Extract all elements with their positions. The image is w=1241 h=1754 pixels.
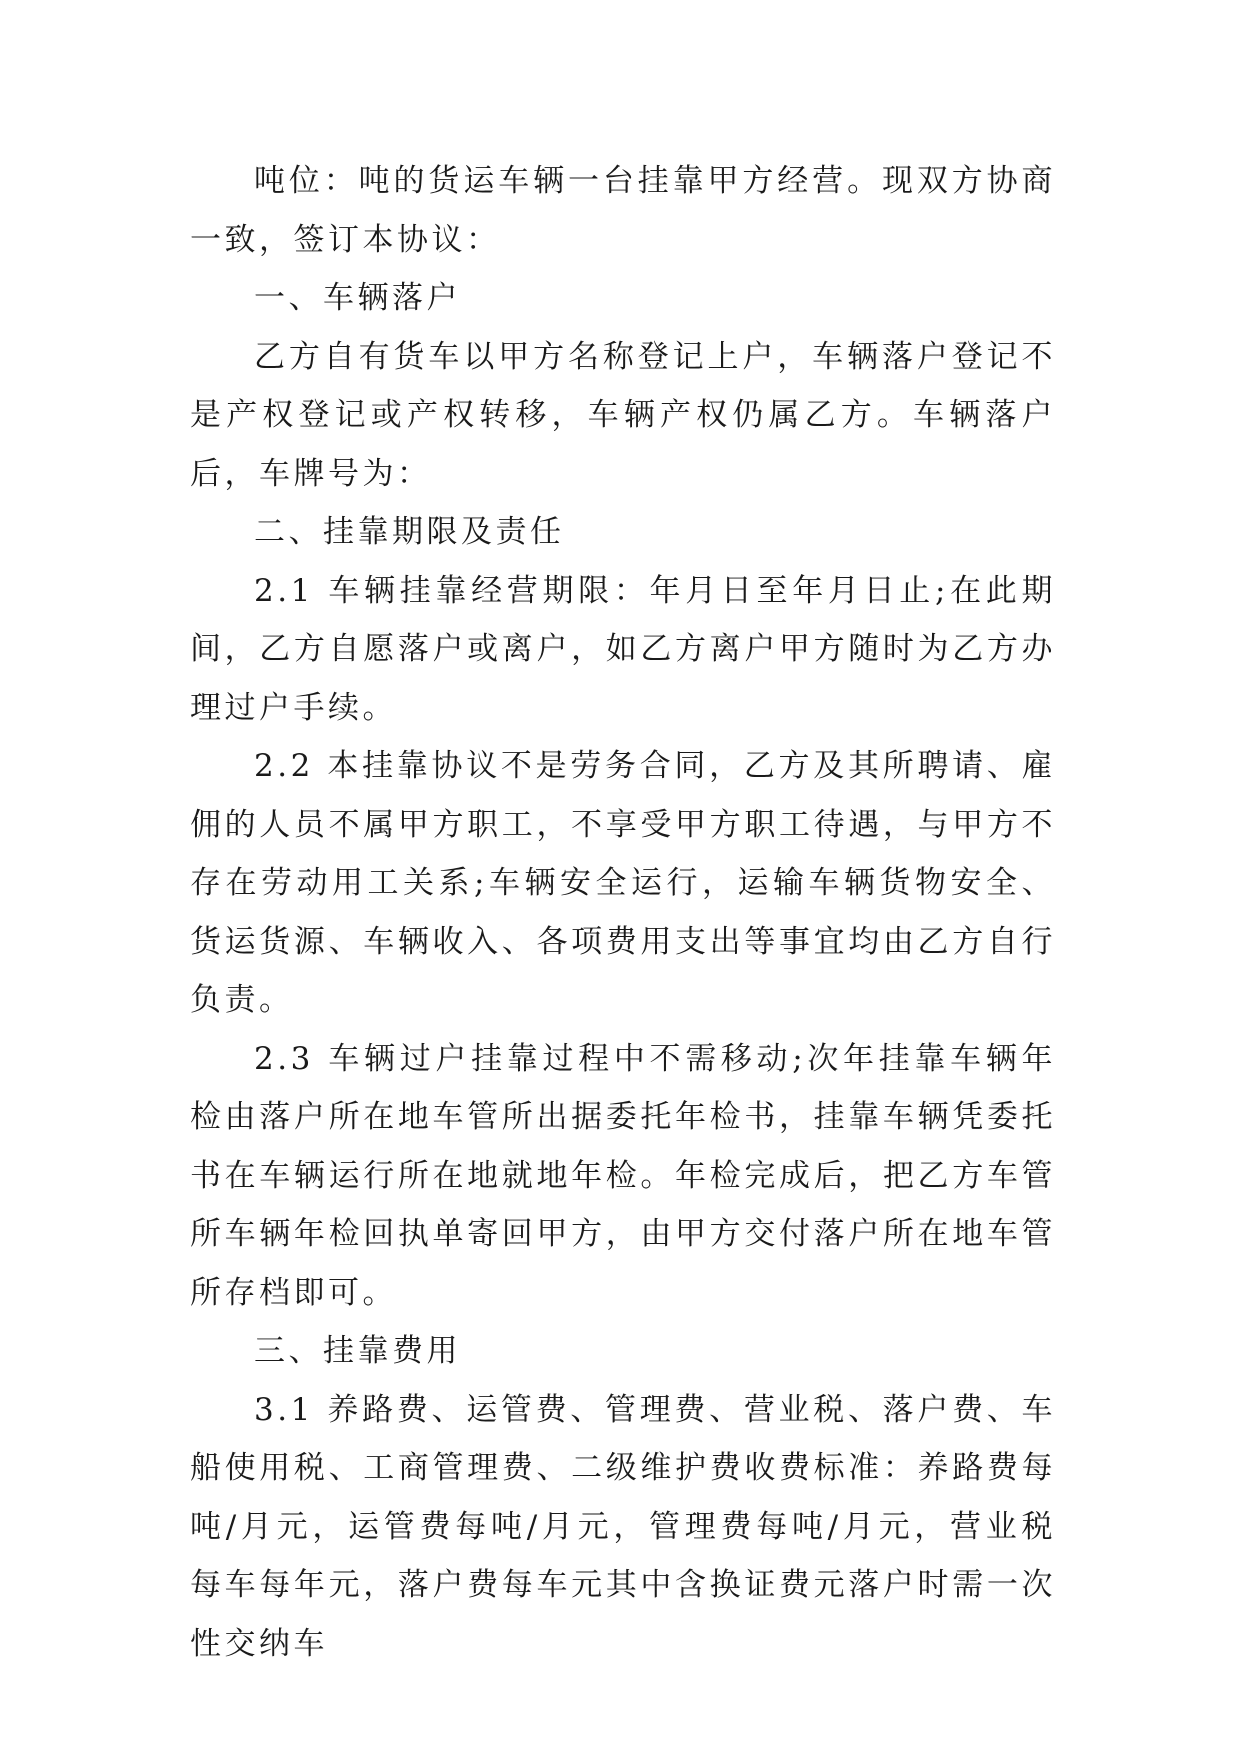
clause-3-1: 3.1 养路费、运管费、管理费、营业税、落户费、车船使用税、工商管理费、二级维护费收费标准：养路费每吨/月元，运管费每吨/月元，管理费每吨/月元，营业税每车每年元，落户费每车元其中含换证费元落户时需一次性交纳车: [190, 1391, 1056, 1662]
heading-vehicle-registration: 一、车辆落户: [254, 280, 461, 316]
clause-2-1: 2.1 车辆挂靠经营期限：年月日至年月日止;在此期间，乙方自愿落户或离户，如乙方离户甲方随时为乙方办理过户手续。: [190, 572, 1056, 726]
paragraph-intro: 吨位：吨的货运车辆一台挂靠甲方经营。现双方协商一致，签订本协议：: [190, 163, 1056, 258]
clause-2-3: 2.3 车辆过户挂靠过程中不需移动;次年挂靠车辆年检由落户所在地车管所出据委托年检书，挂靠车辆凭委托书在车辆运行所在地就地年检。年检完成后，把乙方车管所车辆年检回执单寄回甲方，由甲方交付落户所在地车管所存档即可。: [190, 1040, 1056, 1311]
document-body: [190, 152, 1056, 1673]
paragraph-vehicle-registration: 乙方自有货车以甲方名称登记上户，车辆落户登记不是产权登记或产权转移，车辆产权仍属乙方。车辆落户后，车牌号为：: [190, 338, 1056, 492]
heading-fees: 三、挂靠费用: [254, 1333, 461, 1369]
clause-2-2: 2.2 本挂靠协议不是劳务合同，乙方及其所聘请、雇佣的人员不属甲方职工，不享受甲方职工待遇，与甲方不存在劳动用工关系;车辆安全运行，运输车辆货物安全、货运货源、车辆收入、各项费用支出等事宜均由乙方自行负责。: [190, 748, 1056, 1018]
heading-term-and-responsibility: 二、挂靠期限及责任: [254, 514, 565, 550]
